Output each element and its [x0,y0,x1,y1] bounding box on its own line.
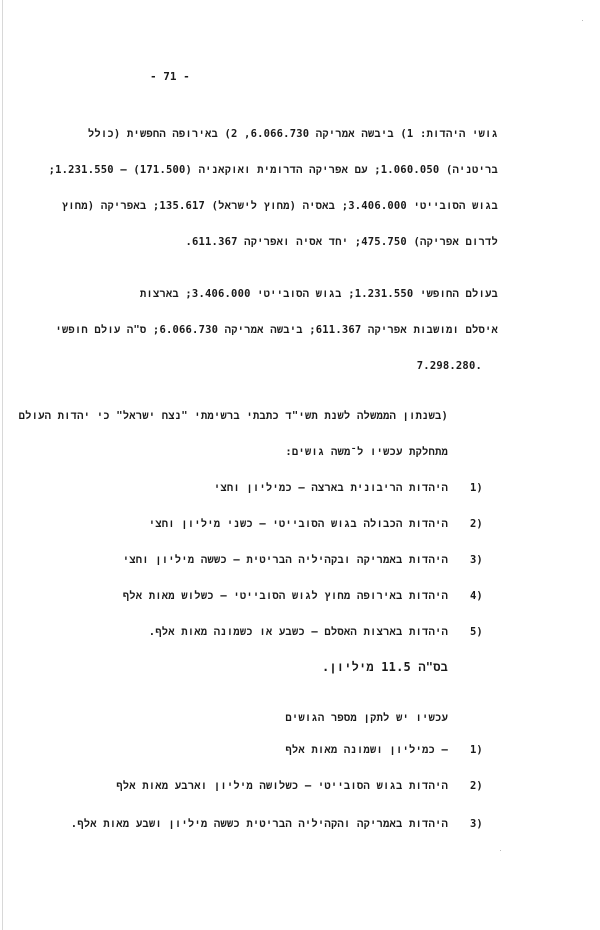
paragraph1-line-1: גושי היהדות: 1) ביבשה אמריקה 6.066.730, 2) באירופה החפשית (כולל [87,128,498,140]
paragraph2-line-3: 7.298.280. [416,360,482,372]
paragraph2-line-1: בעולם החופשי 1.231.550; בגוש הסובייטי 3.406.000; בארצות [139,288,498,300]
list-item-text: – כמיליון ושמונה מאות אלף [285,744,448,756]
paragraph3-line-2: מתחלקת עכשיו ל־משה גושים: [285,446,448,458]
list-item-text: היהדות הריבונית בארצה – כמיליון וחצי [213,482,448,494]
list-item-number: 2) [470,518,483,530]
paragraph3-line-1: (בשנתון הממשלה לשנת תשי"ד כתבתי ברשימתי "נצח ישראל" כי יהדות העולם [18,410,448,422]
page-edge-line [2,0,3,930]
scan-speck [582,20,583,21]
list-item-number: 1) [470,482,483,494]
correction-heading: עכשיו יש לתקן מספר הגושים [285,712,448,724]
scan-speck [500,850,501,851]
paragraph2-line-2: איסלם ומושבות אפריקה 611.367; ביבשה אמריקה 6.066.730; ס"ה עולם חופשי [55,324,498,336]
paragraph1-line-2: בריטניה) 1.060.050; עם אפריקה הדרומית ואוקאניה (171.500) – 1.231.550; [48,164,498,176]
list-item-text: היהדות בגוש הסובייטי – כשלושה מיליון וארבע מאות אלף [116,780,448,792]
page-number: - 71 - [150,70,190,83]
total-line: בס"ה 11.5 מיליון. [321,660,448,674]
list-item-number: 1) [470,744,483,756]
list-item-number: 3) [470,818,483,830]
list-item-number: 4) [470,590,483,602]
list-item-text: היהדות באמריקה והקהיליה הבריטית כששה מיליון ושבע מאות אלף. [70,818,448,830]
list-item-text: היהדות באמריקה ובקהיליה הבריטית – כששה מיליון וחצי [122,554,448,566]
list-item-text: היהדות הכבולה בגוש הסובייטי – כשני מיליון וחצי [148,518,448,530]
paragraph1-line-4: לדרום אפריקה) 475.750; יחד אסיה ואפריקה 611.367. [185,236,498,248]
list-item-number: 5) [470,626,483,638]
list-item-number: 2) [470,780,483,792]
paragraph1-line-3: בגוש הסובייטי 3.406.000; באסיה (מחוץ לישראל) 135.617; באפריקה (מחוץ [61,200,498,212]
list-item-number: 3) [470,554,483,566]
list-item-text: היהדות בארצות האסלם – כשבע או כשמונה מאות אלף. [148,626,448,638]
list-item-text: היהדות באירופה מחוץ לגוש הסובייטי – כשלוש מאות אלף [122,590,448,602]
